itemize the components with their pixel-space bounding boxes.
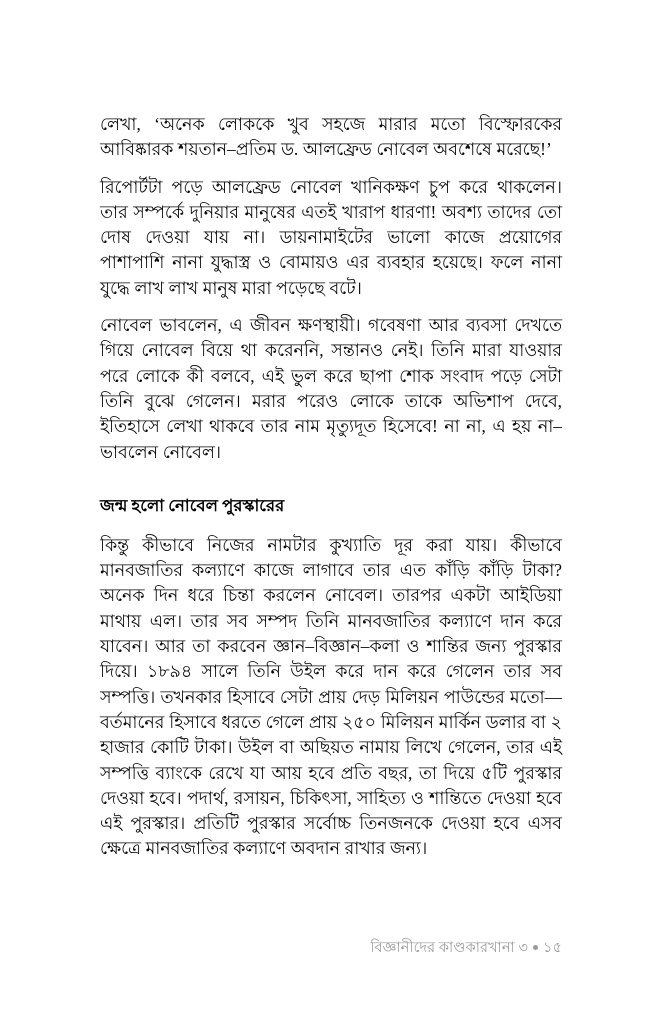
page-footer	[100, 938, 562, 958]
paragraph-nobel-prize-origin: কিন্তু কীভাবে নিজের নামটার কুখ্যাতি দূর করা যায়। কীভাবে মানবজাতির কল্যাণে কাজে লাগাবে তার এত কাঁড়ি কাঁড়ি টাকা? অনেক দিন ধরে চিন্তা করলেন নোবেল। তারপর একটা আইডিয়া মাথায় এল। তার সব সম্পদ তিনি মানবজাতির কল্যাণে দান করে যাবেন। আর তা করবেন জ্ঞান–বিজ্ঞান–কলা ও শান্তির জন্য পুরস্কার দিয়ে। ১৮৯৪ সালে তিনি উইল করে দান করে গেলেন তার সব সম্পত্তি। তখনকার হিসাবে সেটা প্রায় দেড় মিলিয়ন পাউন্ডের মতো—বর্তমানের হিসাবে ধরতে গেলে প্রায় ২৫০ মিলিয়ন মার্কিন ডলার বা ২ হাজার কোটি টাকা। উইল বা অছিয়ত নামায় লিখে গেলেন, তার এই সম্পত্তি ব্যাংকে রেখে যা আয় হবে প্রতি বছর, তা দিয়ে ৫টি পুরস্কার দেওয়া হবে। পদার্থ, রসায়ন, চিকিৎসা, সাহিত্য ও শান্তিতে দেওয়া হবে এই পুরস্কার। প্রতিটি পুরস্কার সর্বোচ্চ তিনজনকে দেওয়া হবে এসব ক্ষেত্রে মানবজাতির কল্যাণে অবদান রাখার জন্য।	[100, 534, 562, 859]
section-heading-block	[100, 494, 562, 518]
footer-page-number: ১৫	[543, 940, 562, 956]
section-heading: জন্ম হলো নোবেল পুরস্কারের	[100, 495, 285, 515]
paragraph-reaction: রিপোর্টটা পড়ে আলফ্রেড নোবেল খানিকক্ষণ চুপ করে থাকলেন। তার সম্পর্কে দুনিয়ার মানুষের এতই খারাপ ধারণা! অবশ্য তাদের তো দোষ দেওয়া যায় না। ডায়নামাইটের ভালো কাজে প্রয়োগের পাশাপাশি নানা যুদ্ধাস্ত্র ও বোমায়ও এর ব্যবহার হয়েছে। ফলে নানা যুদ্ধে লাখ লাখ মানুষ মারা পড়েছে বটে।	[100, 176, 562, 298]
paragraph-quote: লেখা, ‘অনেক লোককে খুব সহজে মারার মতো বিস্ফোরকের আবিষ্কারক শয়তান–প্রতিম ড. আলফ্রেড নোবেল অবশেষে মরেছে!’	[100, 114, 562, 160]
paragraph-reflection: নোবেল ভাবলেন, এ জীবন ক্ষণস্থায়ী। গবেষণা আর ব্যবসা দেখতে গিয়ে নোবেল বিয়ে থা করেননি, সন্তানও নেই। তিনি মারা যাওয়ার পরে লোকে কী বলবে, এই ভুল করে ছাপা শোক সংবাদ পড়ে সেটা তিনি বুঝে গেলেন। মরার পরেও লোকে তাকে অভিশাপ দেবে, ইতিহাসে লেখা থাকবে তার নাম মৃত্যুদূত হিসেবে! না না, এ হয় না– ভাবলেন নোবেল।	[100, 315, 562, 462]
page-content	[100, 112, 562, 862]
footer-book-title: বিজ্ঞানীদের কাণ্ডকারখানা	[370, 940, 515, 956]
footer-volume-number: ৩	[518, 940, 529, 956]
footer-separator-dot	[533, 945, 538, 950]
